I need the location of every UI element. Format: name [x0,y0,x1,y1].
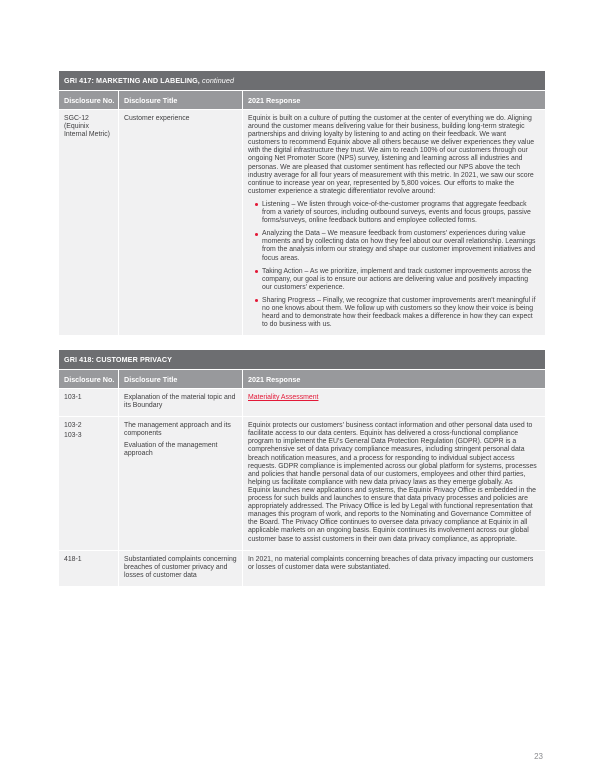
column-header-row [59,90,545,109]
table-row [59,416,545,549]
disclosure-title: Customer experience [119,110,243,335]
section-title: GRI 418: CUSTOMER PRIVACY [59,350,545,369]
col-header-response: 2021 Response [248,96,301,105]
gri-418-table [59,350,545,586]
table-row [59,109,545,335]
response-cell: Equinix protects our customers' business contact information and other personal data used to facilitate access to our data centers. Equinix has delivered a cross-functional compliance program to implement the EU's General Data Protection Regulation (GDPR). GDPR is a comprehensive set of data privacy compliance measures, including stringent personal data breach notification measures, and a process for responding to individual subject access requests. GDPR compliance is implemented across our global platform for systems, processes and policies that handle personal data of our customers, employees and other third parties, helping us facilitate compliance with new data privacy laws as they emerge globally. As Equinix launches new applications and systems, the Equinix Privacy Office is embedded in the process for such builds and launches to ensure that data privacy processes and policies are appropriately addressed. The Privacy Office is led by Legal with functional representation that manages this program of work, and reports to the Nominating and Governance Committee of the Board. The Privacy Office continues to oversee data privacy compliance at Equinix in all applicable markets on an ongoing basis. Equinix continues its involvement across our global customer base to assist customers in their own data privacy compliance, as appropriate. [248,422,537,543]
list-item: Analyzing the Data – We measure feedback from customers' experiences during value moments and by collecting data on how they feel about our overall relationship. Learnings from the analysis inform our strategy and shape our customer improvement initiatives and focus areas. [256,230,537,262]
col-header-disclosure-no: Disclosure No. [59,370,119,388]
table-row [59,388,545,416]
disclosure-no: 103-1 [59,389,119,416]
list-item: Listening – We listen through voice-of-the-customer programs that aggregate feedback from a variety of sources, including outbound surveys, events and focus groups, passive forms/surveys, online feedback buttons and employee collected forms. [256,201,537,225]
list-item: Taking Action – As we prioritize, implement and track customer improvements across the company, our goal is to ensure our actions are delivering value and positively impacting our customers' experience. [256,268,537,292]
response-intro: Equinix is built on a culture of putting the customer at the center of everything we do. Aligning around the customer means delivering value for their business, building long-term strategic partnerships and driving loyalty by listening to and acting on their feedback. We want customers to recommend Equinix above all others because we deliver experiences they value with the digital infrastructure they trust. We aim to reach 100% of our customers through our ongoing Net Promoter Score (NPS) survey, listening and learning across all industries and personas. We are pleased that customer sentiment has reflected our NPS above the tech industry average for all four years of measurement with this metric. In 2021, we saw our score continue to increase year on year, represented by 5,800 voices. Our efforts to make the customer experience a strategic differentiator revolve around: [248,115,535,195]
disclosure-title: Substantiated complaints concerning breaches of customer privacy and losses of customer data [119,551,243,586]
response-cell [243,389,545,416]
section-title: GRI 417: MARKETING AND LABELING, continued [59,71,545,90]
page-number: 23 [534,752,543,761]
disclosure-no: 418-1 [59,551,119,586]
response-cell: In 2021, no material complaints concerning breaches of data privacy impacting our customers or losses of customer data were substantiated. [248,555,534,571]
col-header-disclosure-title: Disclosure Title [119,91,243,109]
gri-417-table [59,71,545,335]
col-header-disclosure-no: Disclosure No. [59,91,119,109]
materiality-assessment-link[interactable]: Materiality Assessment [248,394,319,401]
col-header-response: 2021 Response [248,375,301,384]
disclosure-no: 103-2 103-3 [59,417,119,549]
disclosure-no: SGC-12 (Equinix Internal Metric) [59,110,119,335]
disclosure-title: Explanation of the material topic and its Boundary [119,389,243,416]
disclosure-title: The management approach and its components Evaluation of the management approach [119,417,243,549]
table-row [59,550,545,586]
column-header-row [59,369,545,388]
response-bullets [248,201,537,329]
col-header-disclosure-title: Disclosure Title [119,370,243,388]
list-item: Sharing Progress – Finally, we recognize that customer improvements aren't meaningful if no one knows about them. We follow up with customers so they know their voice is being heard and to demonstrate how their feedback makes a difference in how they can expect to do business with us. [256,297,537,329]
response-cell [243,110,545,335]
